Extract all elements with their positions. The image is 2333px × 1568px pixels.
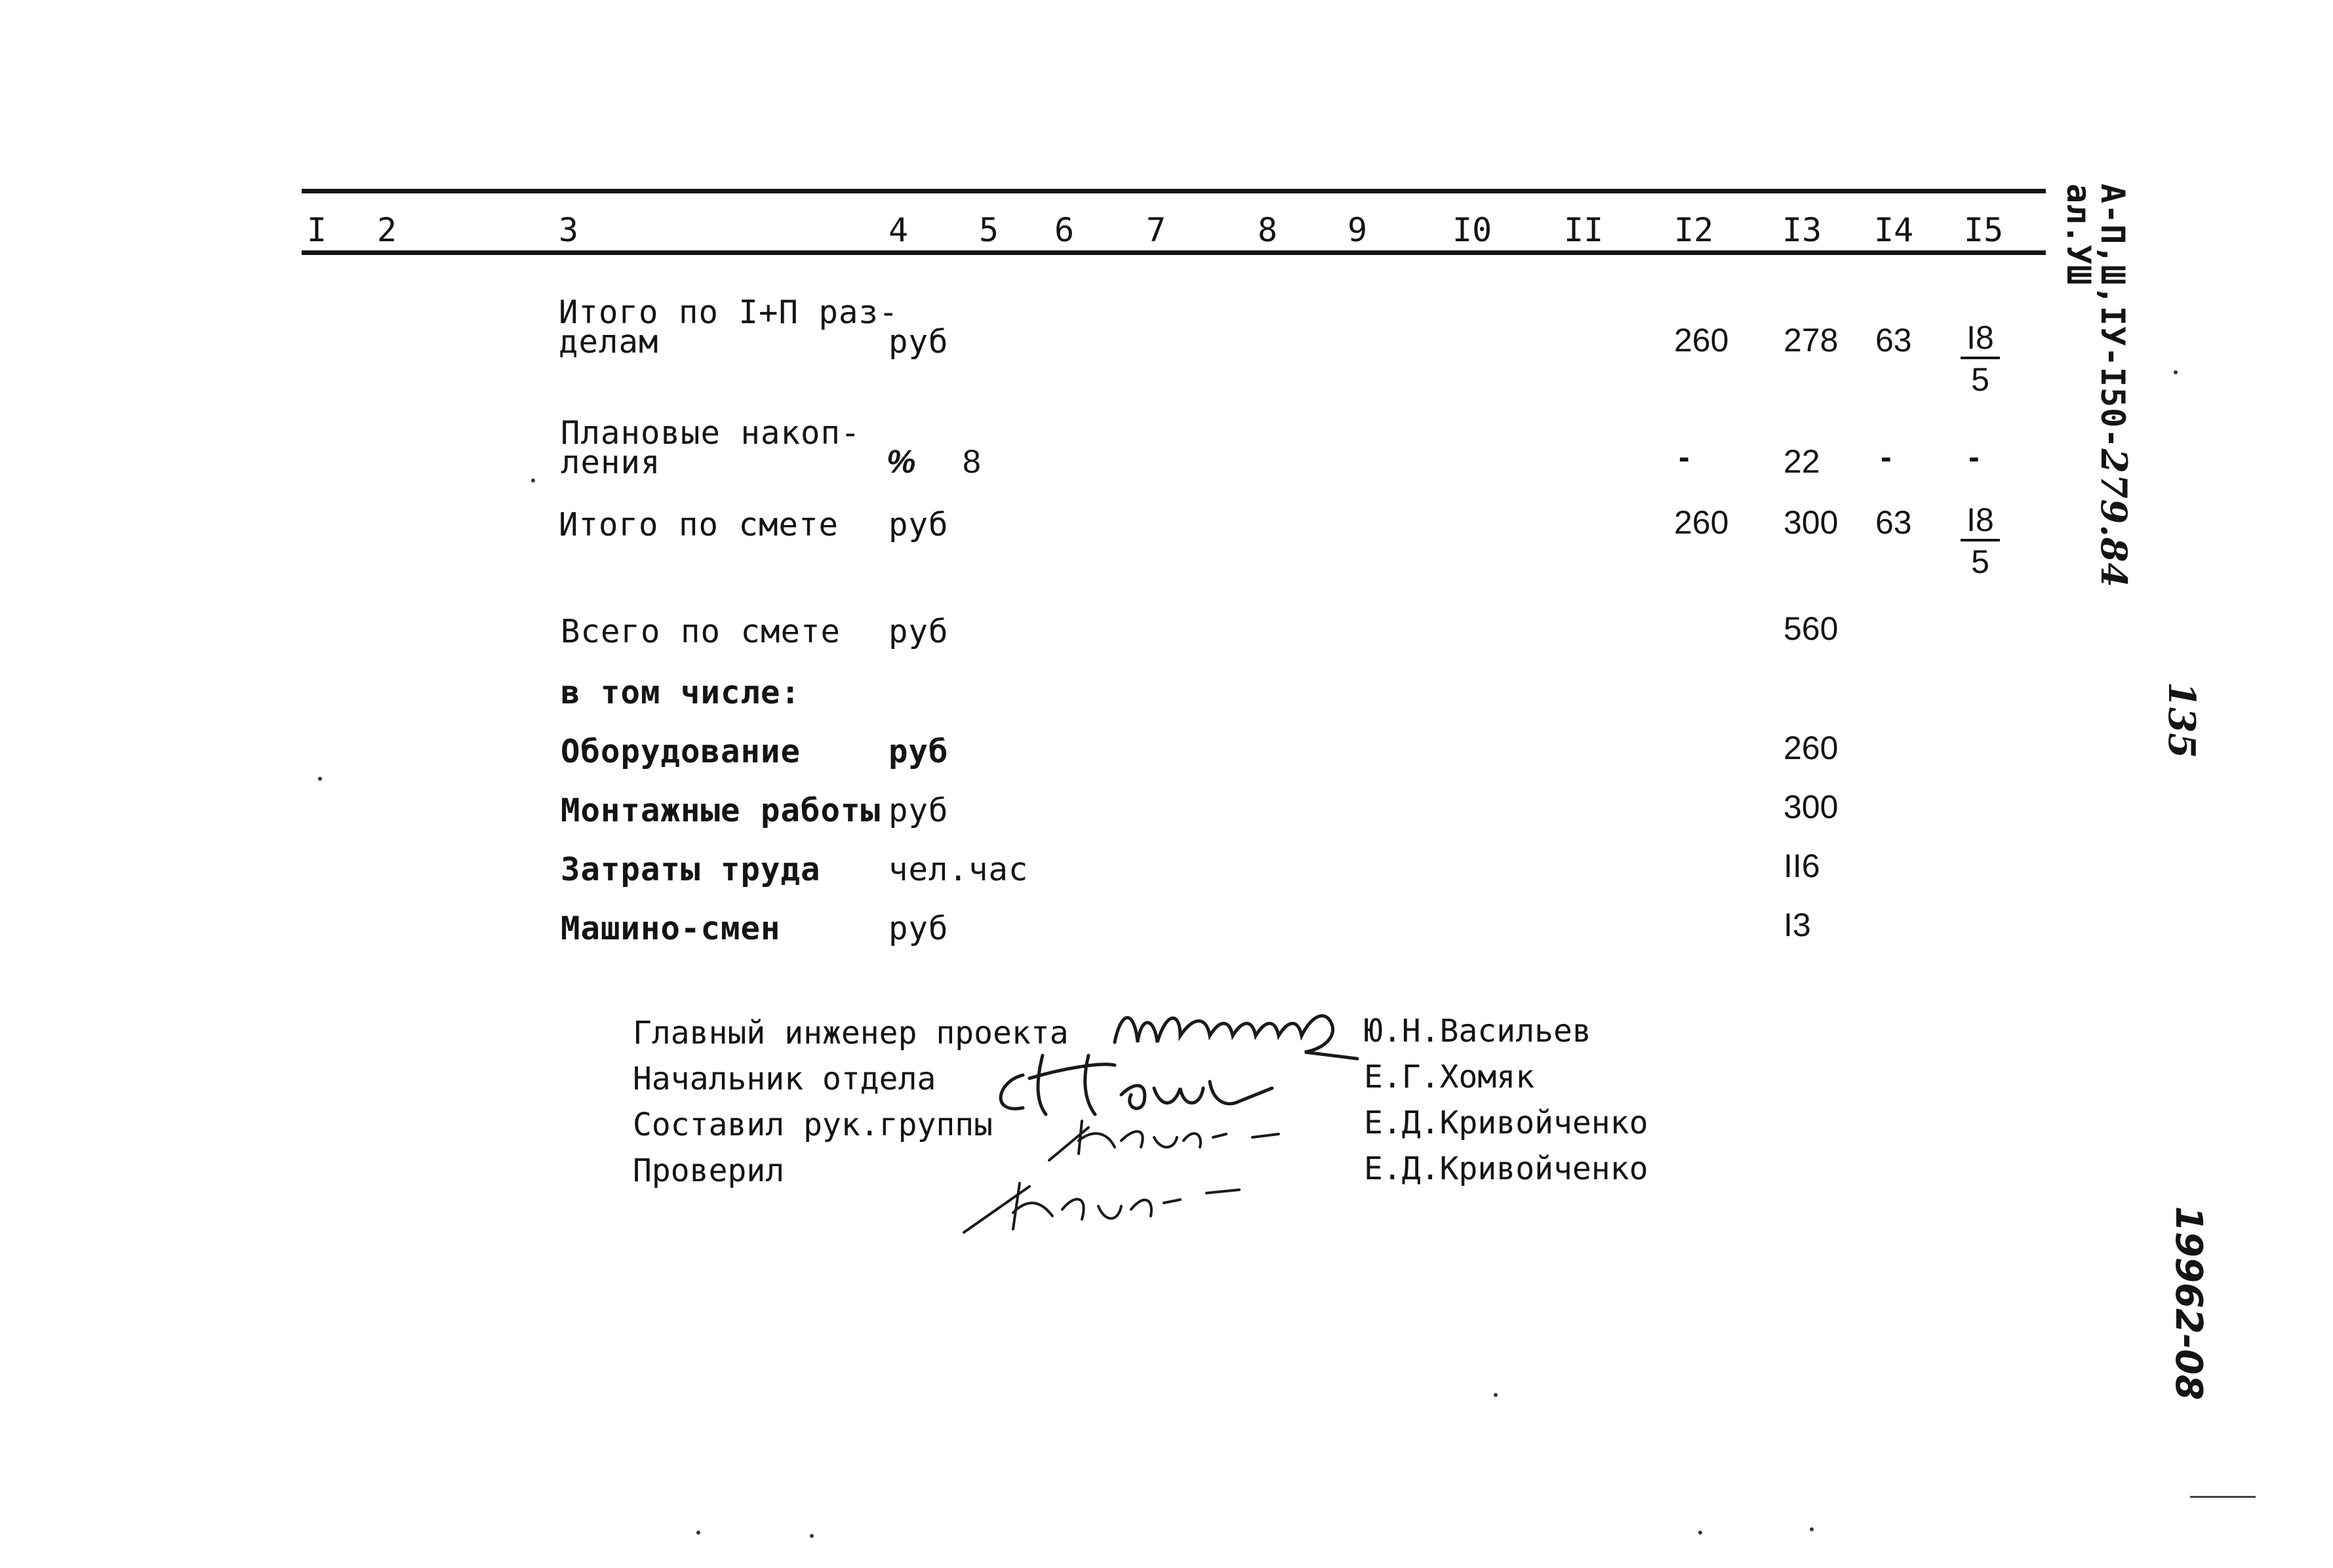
row-name: Затраты труда: [561, 851, 821, 888]
row-unit: руб: [888, 323, 949, 361]
column-header-13: I3: [1782, 211, 1822, 249]
column-header-14: I4: [1874, 211, 1914, 249]
column-header-6: 6: [1054, 211, 1075, 249]
cell-col13: 560: [1784, 610, 1839, 647]
row-name-line1: Плановые накоп-: [561, 414, 861, 452]
scan-speck: [531, 479, 535, 482]
scan-speck: [2174, 370, 2178, 374]
cell-col13: 300: [1784, 789, 1839, 825]
cell-col15-fraction: [1961, 320, 2000, 400]
cell-col13: 260: [1784, 730, 1839, 766]
cell-col15: -: [1968, 439, 1980, 475]
column-header-7: 7: [1146, 211, 1166, 249]
cell-col13: II6: [1784, 848, 1820, 884]
signature-name: Е.Д.Кривойченко: [1364, 1150, 1648, 1187]
document-code-line2: ал.УШ: [2060, 184, 2098, 286]
signature-name: Е.Г.Хомяк: [1364, 1059, 1535, 1095]
cell-col12: 260: [1674, 504, 1729, 541]
row-name-line2: ления: [561, 444, 661, 481]
page-number: 135: [2160, 682, 2203, 758]
row-unit: руб: [888, 792, 949, 829]
row-name: Монтажные работы: [561, 792, 881, 829]
column-header-5: 5: [979, 211, 999, 249]
document-code: [2060, 184, 2135, 589]
row-unit: %: [887, 443, 916, 480]
row-name-line2: делам: [559, 323, 659, 361]
row-name-line1: Итого по I+П раз-: [559, 294, 899, 331]
cell-col12: 260: [1674, 322, 1729, 359]
scan-speck: [1698, 1531, 1702, 1535]
scan-speck: [696, 1531, 700, 1535]
column-header-15: I5: [1964, 211, 2004, 249]
column-header-1: I: [307, 211, 327, 249]
row-unit: руб: [888, 613, 949, 650]
row-name: в том числе:: [561, 674, 801, 711]
signature-role: Главный инженер проекта: [633, 1015, 1069, 1051]
signature-name: Е.Д.Кривойченко: [1364, 1105, 1648, 1141]
row-name: Оборудование: [561, 733, 801, 770]
scan-speck: [318, 777, 322, 781]
column-header-10: I0: [1452, 211, 1492, 249]
scan-speck: [1810, 1527, 1814, 1531]
signature-role: Проверил: [633, 1152, 785, 1189]
column-header-4: 4: [888, 211, 909, 249]
signature-name: Ю.Н.Васильев: [1364, 1013, 1591, 1049]
handwritten-signature-3: [1043, 1101, 1318, 1167]
column-header-3: 3: [559, 211, 579, 249]
row-unit: чел.час: [888, 851, 1029, 888]
cell-col13: 22: [1784, 443, 1820, 480]
row-name: Машино-смен: [561, 910, 781, 947]
header-bottom-rule: [302, 250, 2046, 255]
column-header-9: 9: [1347, 211, 1368, 249]
scan-speck: [810, 1534, 814, 1538]
row-unit: руб: [888, 733, 949, 770]
scan-speck: [1494, 1393, 1498, 1397]
cell-col14: -: [1881, 439, 1892, 475]
cell-col15-fraction: [1961, 502, 2000, 582]
fraction-numerator: I8: [1961, 320, 2000, 359]
cell-col13: I3: [1784, 907, 1811, 943]
fraction-denominator: 5: [1971, 361, 1989, 398]
row-name: Всего по смете: [561, 613, 841, 650]
column-header-2: 2: [377, 211, 397, 249]
cell-col13: 278: [1784, 322, 1839, 359]
document-code-line1: А-П,Ш,IУ-I50-279.84: [2093, 184, 2135, 589]
header-top-rule: [302, 189, 2046, 193]
scan-line-artifact: [2190, 1496, 2256, 1498]
signature-role: Составил рук.группы: [633, 1107, 993, 1143]
row-unit: руб: [888, 506, 949, 543]
cell-col12: -: [1679, 439, 1690, 475]
signature-role: Начальник отдела: [633, 1061, 936, 1097]
fraction-numerator: I8: [1961, 502, 2000, 541]
handwritten-signature-4: [957, 1167, 1272, 1245]
cell-col13: 300: [1784, 504, 1839, 541]
row-name: Итого по смете: [559, 506, 839, 543]
cell-col14: 63: [1875, 322, 1912, 359]
column-header-8: 8: [1258, 211, 1278, 249]
archive-number: 19962-08: [2167, 1206, 2210, 1400]
document-code-handwritten: 279.84: [2093, 448, 2135, 589]
row-unit: руб: [888, 910, 949, 947]
column-header-11: II: [1564, 211, 1604, 249]
fraction-denominator: 5: [1971, 543, 1989, 580]
cell-col14: 63: [1875, 504, 1912, 541]
cell-col5: 8: [963, 443, 981, 480]
column-header-12: I2: [1674, 211, 1714, 249]
